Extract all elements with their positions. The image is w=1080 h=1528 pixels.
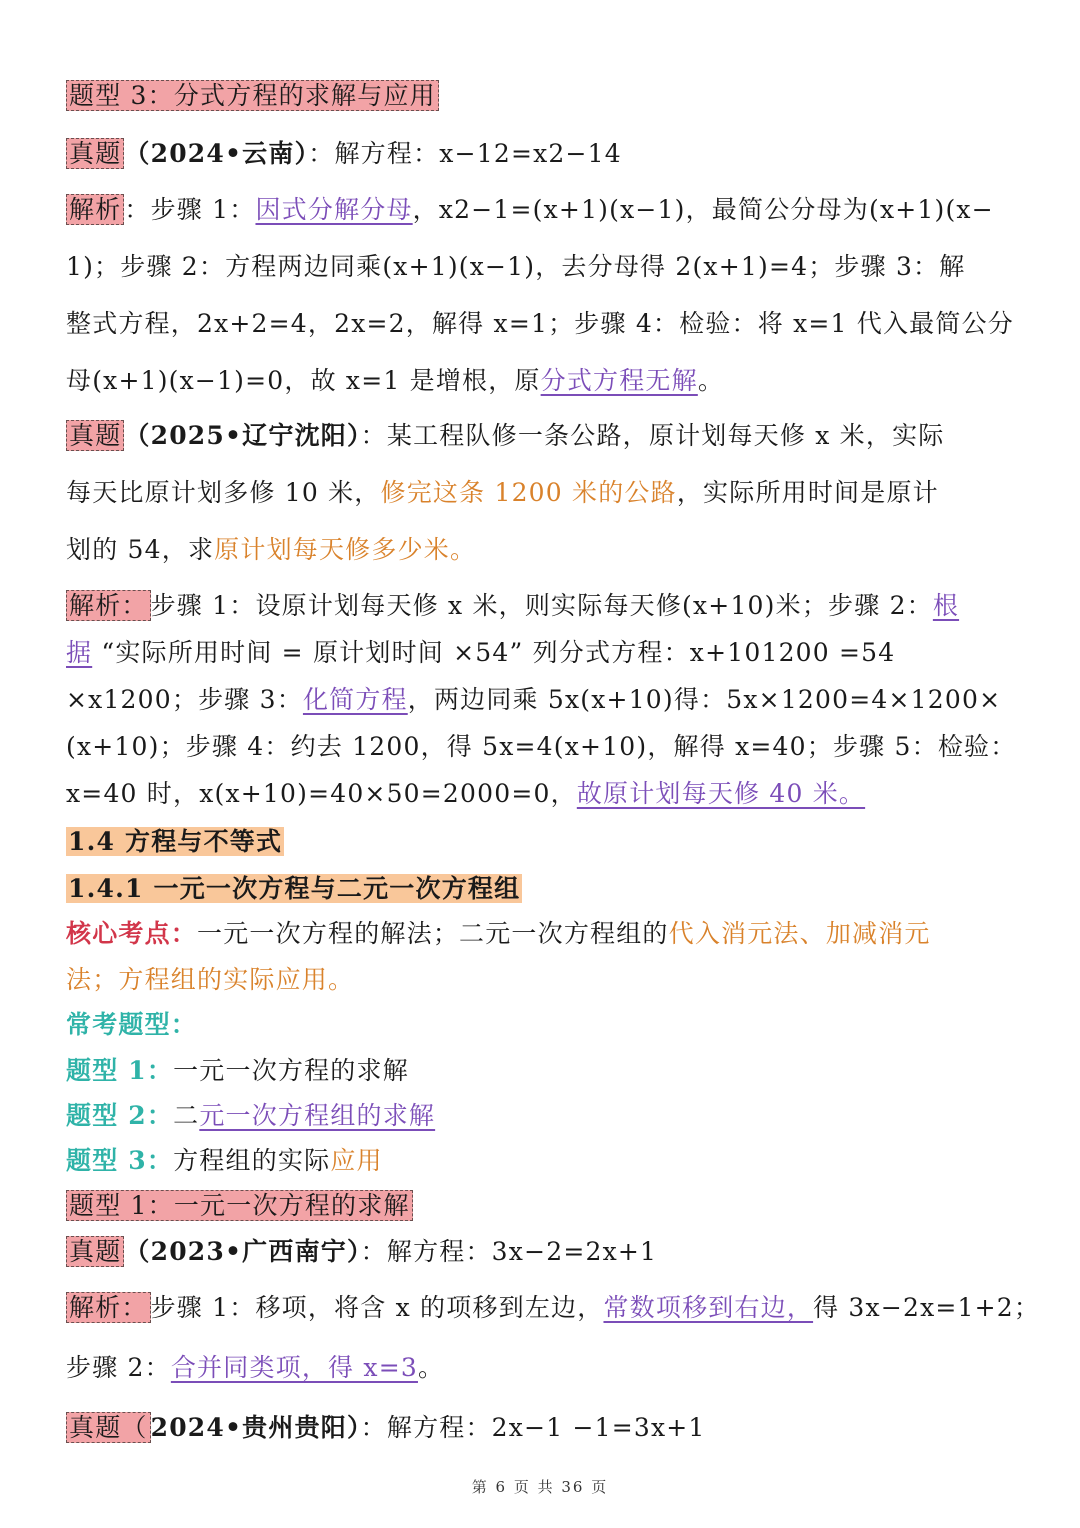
answer3-line-1 bbox=[66, 1288, 1040, 1324]
question-text: ：某工程队修一条公路，原计划每天修 x 米，实际 bbox=[360, 421, 945, 450]
type-text: 一元一次方程的求解 bbox=[173, 1056, 409, 1085]
answer2-line-2 bbox=[66, 633, 895, 669]
answer-text: 得 3x−2x=1+2； bbox=[813, 1293, 1041, 1322]
underlined-keyword: 根 bbox=[932, 591, 960, 620]
underlined-keyword: 分式方程无解 bbox=[540, 366, 698, 395]
type-label: 题型 1： bbox=[66, 1056, 174, 1085]
question-line-3 bbox=[66, 530, 476, 566]
subsection-title: 1.4.1 一元一次方程与二元一次方程组 bbox=[68, 874, 521, 903]
question-source: （2023•广西南宁） bbox=[124, 1237, 361, 1266]
type-3-item bbox=[66, 1141, 383, 1177]
question-tag: 真题 bbox=[66, 420, 124, 451]
heading-type3-label: 题型 3：分式方程的求解与应用 bbox=[66, 80, 439, 111]
question-tag: 真题 bbox=[66, 138, 124, 169]
heading-type3 bbox=[66, 76, 439, 112]
answer-text: (x+10)；步骤 4：约去 1200，得 5x=4(x+10)，解得 x=40；步骤 5：检验： bbox=[66, 732, 1017, 761]
answer-line-3 bbox=[66, 304, 1014, 340]
question-tag: 真题（ bbox=[66, 1412, 151, 1443]
highlight-orange: 代入消元法、加减消元 bbox=[668, 919, 931, 948]
answer2-line-1 bbox=[66, 586, 959, 622]
underlined-keyword: 因式分解分母 bbox=[255, 195, 413, 224]
type-text: 二 bbox=[173, 1101, 200, 1130]
answer2-line-5 bbox=[66, 774, 865, 810]
core-label: 核心考点： bbox=[66, 919, 198, 948]
underlined-keyword: 据 bbox=[66, 638, 93, 667]
highlight-orange: 法；方程组的实际应用。 bbox=[66, 965, 355, 994]
answer-text: 。 bbox=[697, 366, 725, 395]
question-text: ，实际所用时间是原计 bbox=[676, 478, 939, 507]
underlined-keyword: 常数项移到右边， bbox=[603, 1293, 814, 1322]
answer-line-4 bbox=[66, 361, 724, 397]
answer-line-1 bbox=[66, 190, 994, 226]
answer3-line-2 bbox=[66, 1348, 444, 1384]
answer-text: 步骤 1：设原计划每天修 x 米，则实际每天修(x+10)米；步骤 2： bbox=[150, 591, 933, 620]
type-1-item bbox=[66, 1051, 409, 1087]
question-text: ：解方程：x−12=x2−14 bbox=[308, 139, 622, 168]
question-2024-guiyang bbox=[66, 1408, 706, 1444]
type-2-item bbox=[66, 1096, 435, 1132]
answer-text: 步骤 1：移项，将含 x 的项移到左边， bbox=[150, 1293, 604, 1322]
underlined-keyword: 元一次方程组的求解 bbox=[199, 1101, 436, 1130]
page-footer: 第 6 页 共 36 页 bbox=[471, 1478, 609, 1496]
question-text: ：解方程：3x−2=2x+1 bbox=[360, 1237, 658, 1266]
question-line-2 bbox=[66, 473, 939, 509]
question-tag: 真题 bbox=[66, 1236, 124, 1267]
core-points-line-2 bbox=[66, 960, 354, 996]
question-2024-yunnan bbox=[66, 134, 622, 170]
answer-text: ，两边同乘 5x(x+10)得：5x×1200=4×1200× bbox=[407, 685, 1002, 714]
answer-text: “实际所用时间 = 原计划时间 ×54” 列分式方程：x+101200 =54 bbox=[92, 638, 896, 667]
highlight-orange: 原计划每天修多少米。 bbox=[214, 535, 477, 564]
heading-type1 bbox=[66, 1186, 413, 1222]
heading-type1-label: 题型 1：一元一次方程的求解 bbox=[66, 1190, 413, 1221]
question-text: 划的 54，求 bbox=[66, 535, 215, 564]
answer-text: ：步骤 1： bbox=[124, 195, 256, 224]
section-heading-1-4 bbox=[66, 822, 284, 858]
question-text: 每天比原计划多修 10 米， bbox=[66, 478, 381, 507]
answer2-line-3 bbox=[66, 680, 1001, 716]
answer-text: 步骤 2： bbox=[66, 1353, 171, 1382]
question-2023-nanning bbox=[66, 1232, 657, 1268]
type-label: 题型 2： bbox=[66, 1101, 174, 1130]
section-title: 1.4 方程与不等式 bbox=[68, 827, 283, 856]
core-points-line-1 bbox=[66, 914, 931, 950]
answer-text: 母(x+1)(x−1)=0，故 x=1 是增根，原 bbox=[66, 366, 541, 395]
answer-text: ，x2−1=(x+1)(x−1)，最简公分母为(x+1)(x− bbox=[412, 195, 994, 224]
answer-tag: 解析 bbox=[66, 194, 124, 225]
type-text: 方程组的实际 bbox=[173, 1146, 331, 1175]
underlined-keyword: 故原计划每天修 40 米。 bbox=[576, 779, 866, 808]
answer-tag: 解析： bbox=[66, 590, 151, 621]
highlight-orange: 修完这条 1200 米的公路 bbox=[380, 478, 677, 507]
section-heading-1-4-1 bbox=[66, 869, 522, 905]
answer-tag: 解析： bbox=[66, 1292, 151, 1323]
answer-line-2 bbox=[66, 247, 965, 283]
answer-text: 1)；步骤 2：方程两边同乘(x+1)(x−1)，去分母得 2(x+1)=4；步骤 3：解 bbox=[66, 252, 966, 281]
question-source: （2025•辽宁沈阳） bbox=[124, 421, 361, 450]
underlined-keyword: 合并同类项，得 x=3 bbox=[170, 1353, 418, 1382]
common-types-label bbox=[66, 1005, 197, 1041]
common-types-title: 常考题型： bbox=[66, 1010, 198, 1039]
type-label: 题型 3： bbox=[66, 1146, 174, 1175]
answer-text: 。 bbox=[417, 1353, 445, 1382]
question-2025-shenyang bbox=[66, 416, 944, 452]
answer-text: 整式方程，2x+2=4，2x=2，解得 x=1；步骤 4：检验：将 x=1 代入最简公分 bbox=[66, 309, 1014, 338]
answer-text: ×x1200；步骤 3： bbox=[66, 685, 303, 714]
underlined-keyword: 化简方程 bbox=[302, 685, 408, 714]
question-text: ：解方程：2x−1 −1=3x+1 bbox=[360, 1413, 706, 1442]
core-text: 一元一次方程的解法；二元一次方程组的 bbox=[197, 919, 669, 948]
question-source: 2024•贵州贵阳） bbox=[150, 1413, 361, 1442]
answer-text: x=40 时，x(x+10)=40×50=2000=0， bbox=[66, 779, 577, 808]
highlight-orange: 应用 bbox=[330, 1146, 383, 1175]
answer2-line-4 bbox=[66, 727, 1016, 763]
question-source: （2024•云南） bbox=[124, 139, 309, 168]
